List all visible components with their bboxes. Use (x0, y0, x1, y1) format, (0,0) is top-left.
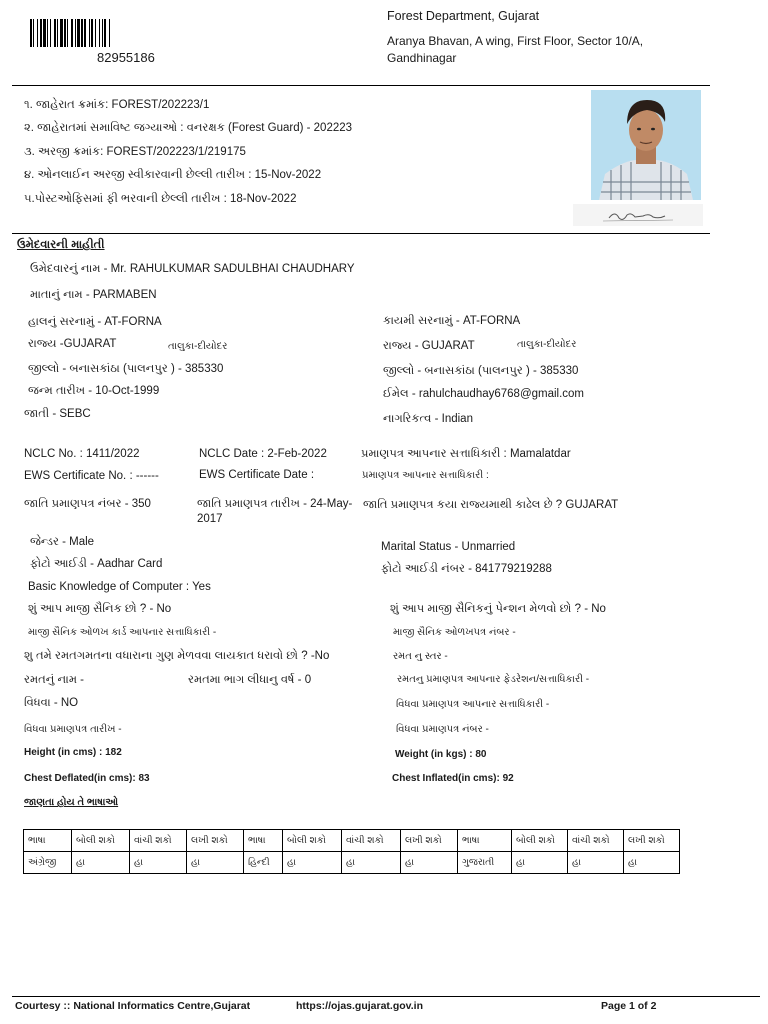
barcode-bar (67, 19, 68, 47)
table-cell: હા (187, 852, 244, 874)
barcode-bar (91, 19, 93, 47)
advert-line-2: ૨. જાહેરાતમાં સમાવિષ્ટ જગ્યાઓ : વનરક્ષક (Forest Guard) - 202223 (24, 122, 353, 134)
table-header-cell: ભાષા (458, 830, 512, 852)
chest-deflated: Chest Deflated(in cms): 83 (24, 773, 150, 784)
table-row (24, 852, 680, 874)
languages-table-header (24, 830, 680, 852)
footer-page-number: Page 1 of 2 (601, 1000, 657, 1012)
nclc-date: NCLC Date : 2-Feb-2022 (199, 448, 327, 460)
barcode-bar (104, 19, 106, 47)
table-cell: હા (130, 852, 187, 874)
table-header-cell: વાંચી શકો (130, 830, 187, 852)
barcode-bar (99, 19, 100, 47)
permanent-state: રાજ્ય - GUJARAT (383, 340, 475, 352)
barcode-bar (57, 19, 58, 47)
barcode-bar (75, 19, 76, 47)
ex-serviceman: શું આપ માજી સૈનિક છો ? - No (28, 603, 172, 615)
sports-level: રમત નુ સ્તર - (393, 651, 448, 662)
sport-years: રમતમા ભાગ લીધાનુ વર્ષ - 0 (188, 674, 312, 686)
widow-cert-number: વિધવા પ્રમાણપત્ર નંબર - (396, 724, 489, 735)
barcode-bar (43, 19, 46, 47)
permanent-taluka: તાલુકા-દીયોદર (517, 339, 577, 350)
barcode-bar (102, 19, 103, 47)
table-header-cell: ભાષા (24, 830, 72, 852)
permanent-address: કાયમી સરનામું - AT-FORNA (383, 315, 521, 327)
computer-knowledge: Basic Knowledge of Computer : Yes (28, 581, 211, 593)
table-cell: હા (283, 852, 342, 874)
table-cell: હા (72, 852, 130, 874)
table-header-cell: બોલી શકો (72, 830, 130, 852)
widow: વિધવા - NO (24, 697, 79, 709)
mother-name: માતાનું નામ - PARMABEN (30, 289, 157, 301)
table-header-cell: બોલી શકો (512, 830, 568, 852)
barcode-bar (77, 19, 80, 47)
chest-inflated: Chest Inflated(in cms): 92 (392, 773, 514, 784)
nclc-authority: પ્રમાણપત્ર આપનાર સત્તાધિકારી : Mamalatdar (361, 448, 571, 460)
sport-cert-authority: રમતનુ પ્રમાણપત્ર આપનાર ફેડરેશન/સત્તાધિકારી - (397, 674, 590, 685)
header-divider (12, 85, 710, 86)
barcode-bar (30, 19, 32, 47)
table-header-cell: લખી શકો (187, 830, 244, 852)
table-cell: હા (624, 852, 680, 874)
ews-authority: પ્રમાણપત્ર આપનાર સત્તાધિકારી : (362, 470, 489, 481)
barcode-bar (109, 19, 110, 47)
languages-table (23, 829, 680, 874)
department-address-line1: Aranya Bhavan, A wing, First Floor, Sector 10/A, (387, 34, 644, 48)
ews-number: EWS Certificate No. : ------ (24, 470, 159, 482)
nclc-number: NCLC No. : 1411/2022 (24, 448, 140, 460)
advert-line-5: ૫.પોસ્ટઓફિસમાં ફી ભરવાની છેલ્લી તારીખ : 18-Nov-2022 (24, 193, 297, 205)
widow-cert-authority: વિધવા પ્રમાણપત્ર આપનાર સત્તાધિકારી - (396, 699, 550, 710)
date-of-birth: જન્મ તારીખ - 10-Oct-1999 (28, 385, 160, 397)
current-district: જીલ્લો - બનાસકાંઠા (પાલનપુર ) - 385330 (28, 363, 224, 375)
widow-cert-date: વિધવા પ્રમાણપત્ર તારીખ - (24, 724, 122, 735)
barcode-bar (33, 19, 34, 47)
barcode-bar (60, 19, 63, 47)
ews-date: EWS Certificate Date : (199, 469, 315, 481)
table-header-cell: લખી શકો (624, 830, 680, 852)
footer-url[interactable]: https://ojas.gujarat.gov.in (296, 1000, 423, 1012)
table-cell: હા (512, 852, 568, 874)
caste-cert-date: જાતિ પ્રમાણપત્ર તારીખ - 24-May- (197, 498, 353, 510)
table-header-cell: વાંચી શકો (342, 830, 401, 852)
footer-courtesy: Courtesy :: National Informatics Centre,Gujarat (15, 1000, 251, 1012)
section-divider (12, 233, 710, 234)
table-cell: હા (342, 852, 401, 874)
barcode-bar (89, 19, 90, 47)
ex-serviceman-card-number: માજી સૈનિક ઓળખપત્ર નંબર - (393, 627, 516, 638)
barcode-bar (54, 19, 56, 47)
sport-name: રમતનું નામ - (24, 674, 84, 686)
candidate-photo (591, 90, 701, 200)
barcode (30, 19, 165, 47)
caste-cert-state: જાતિ પ્રમાણપત્ર કયા રાજ્યમાથી કાઢેલ છે ? GUJARAT (363, 499, 619, 511)
current-address: હાલનું સરનામું - AT-FORNA (28, 316, 162, 328)
department-name: Forest Department, Gujarat (387, 9, 540, 23)
advert-line-3: ૩. અરજી ક્રમાંક: FOREST/202223/1/219175 (24, 146, 246, 158)
height: Height (in cms) : 182 (24, 747, 122, 758)
ex-serviceman-pension: શું આપ માજી સૈનિકનું પેન્શન મેળવો છો ? - No (390, 603, 606, 615)
department-address-line2: Gandhinagar (387, 51, 457, 65)
caste: જાતી - SEBC (24, 408, 91, 420)
current-taluka: તાલુકા-દીયોદર (168, 341, 228, 352)
gender: જેન્ડર - Male (30, 536, 95, 548)
candidate-signature (573, 204, 703, 226)
table-cell: હિન્દી (244, 852, 283, 874)
section-title: ઉમેદવારની માહીતી (17, 239, 105, 251)
table-header-cell: બોલી શકો (283, 830, 342, 852)
barcode-bar (64, 19, 66, 47)
barcode-bar (84, 19, 86, 47)
table-cell: અંગ્રેજી (24, 852, 72, 874)
caste-cert-date-year: 2017 (197, 513, 223, 525)
caste-cert-number: જાતિ પ્રમાણપત્ર નંબર - 350 (24, 498, 151, 510)
table-cell: હા (401, 852, 458, 874)
candidate-name: ઉમેદવારનું નામ - Mr. RAHULKUMAR SADULBHAI CHAUDHARY (30, 263, 355, 275)
table-header-cell: ભાષા (244, 830, 283, 852)
barcode-bar (95, 19, 96, 47)
nationality: નાગરિકત્વ - Indian (383, 413, 473, 425)
sports-eligibility: શુ તમે રમતગમતના વધારાના ગુણ મેળવવા લાયકાત ધરાવો છો ? -No (24, 650, 330, 662)
ex-serviceman-card-authority: માજી સૈનિક ઓળખ કાર્ડ આપનાર સત્તાધિકારી - (28, 627, 217, 638)
marital-status: Marital Status - Unmarried (381, 541, 516, 553)
barcode-bar (37, 19, 38, 47)
advert-line-1: ૧. જાહેરાત ક્રમાંક: FOREST/202223/1 (24, 99, 210, 111)
barcode-bar (40, 19, 42, 47)
table-cell: ગુજરાતી (458, 852, 512, 874)
photo-id-type: ફોટો આઈડી - Aadhar Card (30, 558, 163, 570)
email: ઈમેલ - rahulchaudhay6768@gmail.com (383, 388, 585, 400)
barcode-bar (50, 19, 51, 47)
barcode-number: 82955186 (97, 50, 155, 65)
advert-line-4: ૪. ઓનલાઈન અરજી સ્વીકારવાની છેલ્લી તારીખ : 15-Nov-2022 (24, 169, 322, 181)
table-header-cell: લખી શકો (401, 830, 458, 852)
permanent-district: જીલ્લો - બનાસકાંઠા (પાલનપુર ) - 385330 (383, 365, 579, 377)
table-cell: હા (568, 852, 624, 874)
barcode-bar (71, 19, 73, 47)
photo-id-number: ફોટો આઈડી નંબર - 841779219288 (381, 563, 552, 575)
barcode-bar (47, 19, 48, 47)
languages-title: જાણતા હોય તે ભાષાઓ (24, 797, 119, 808)
barcode-bar (81, 19, 83, 47)
weight: Weight (in kgs) : 80 (395, 749, 487, 760)
table-header-cell: વાંચી શકો (568, 830, 624, 852)
current-state: રાજ્ય -GUJARAT (28, 338, 117, 350)
footer-divider (12, 996, 760, 997)
